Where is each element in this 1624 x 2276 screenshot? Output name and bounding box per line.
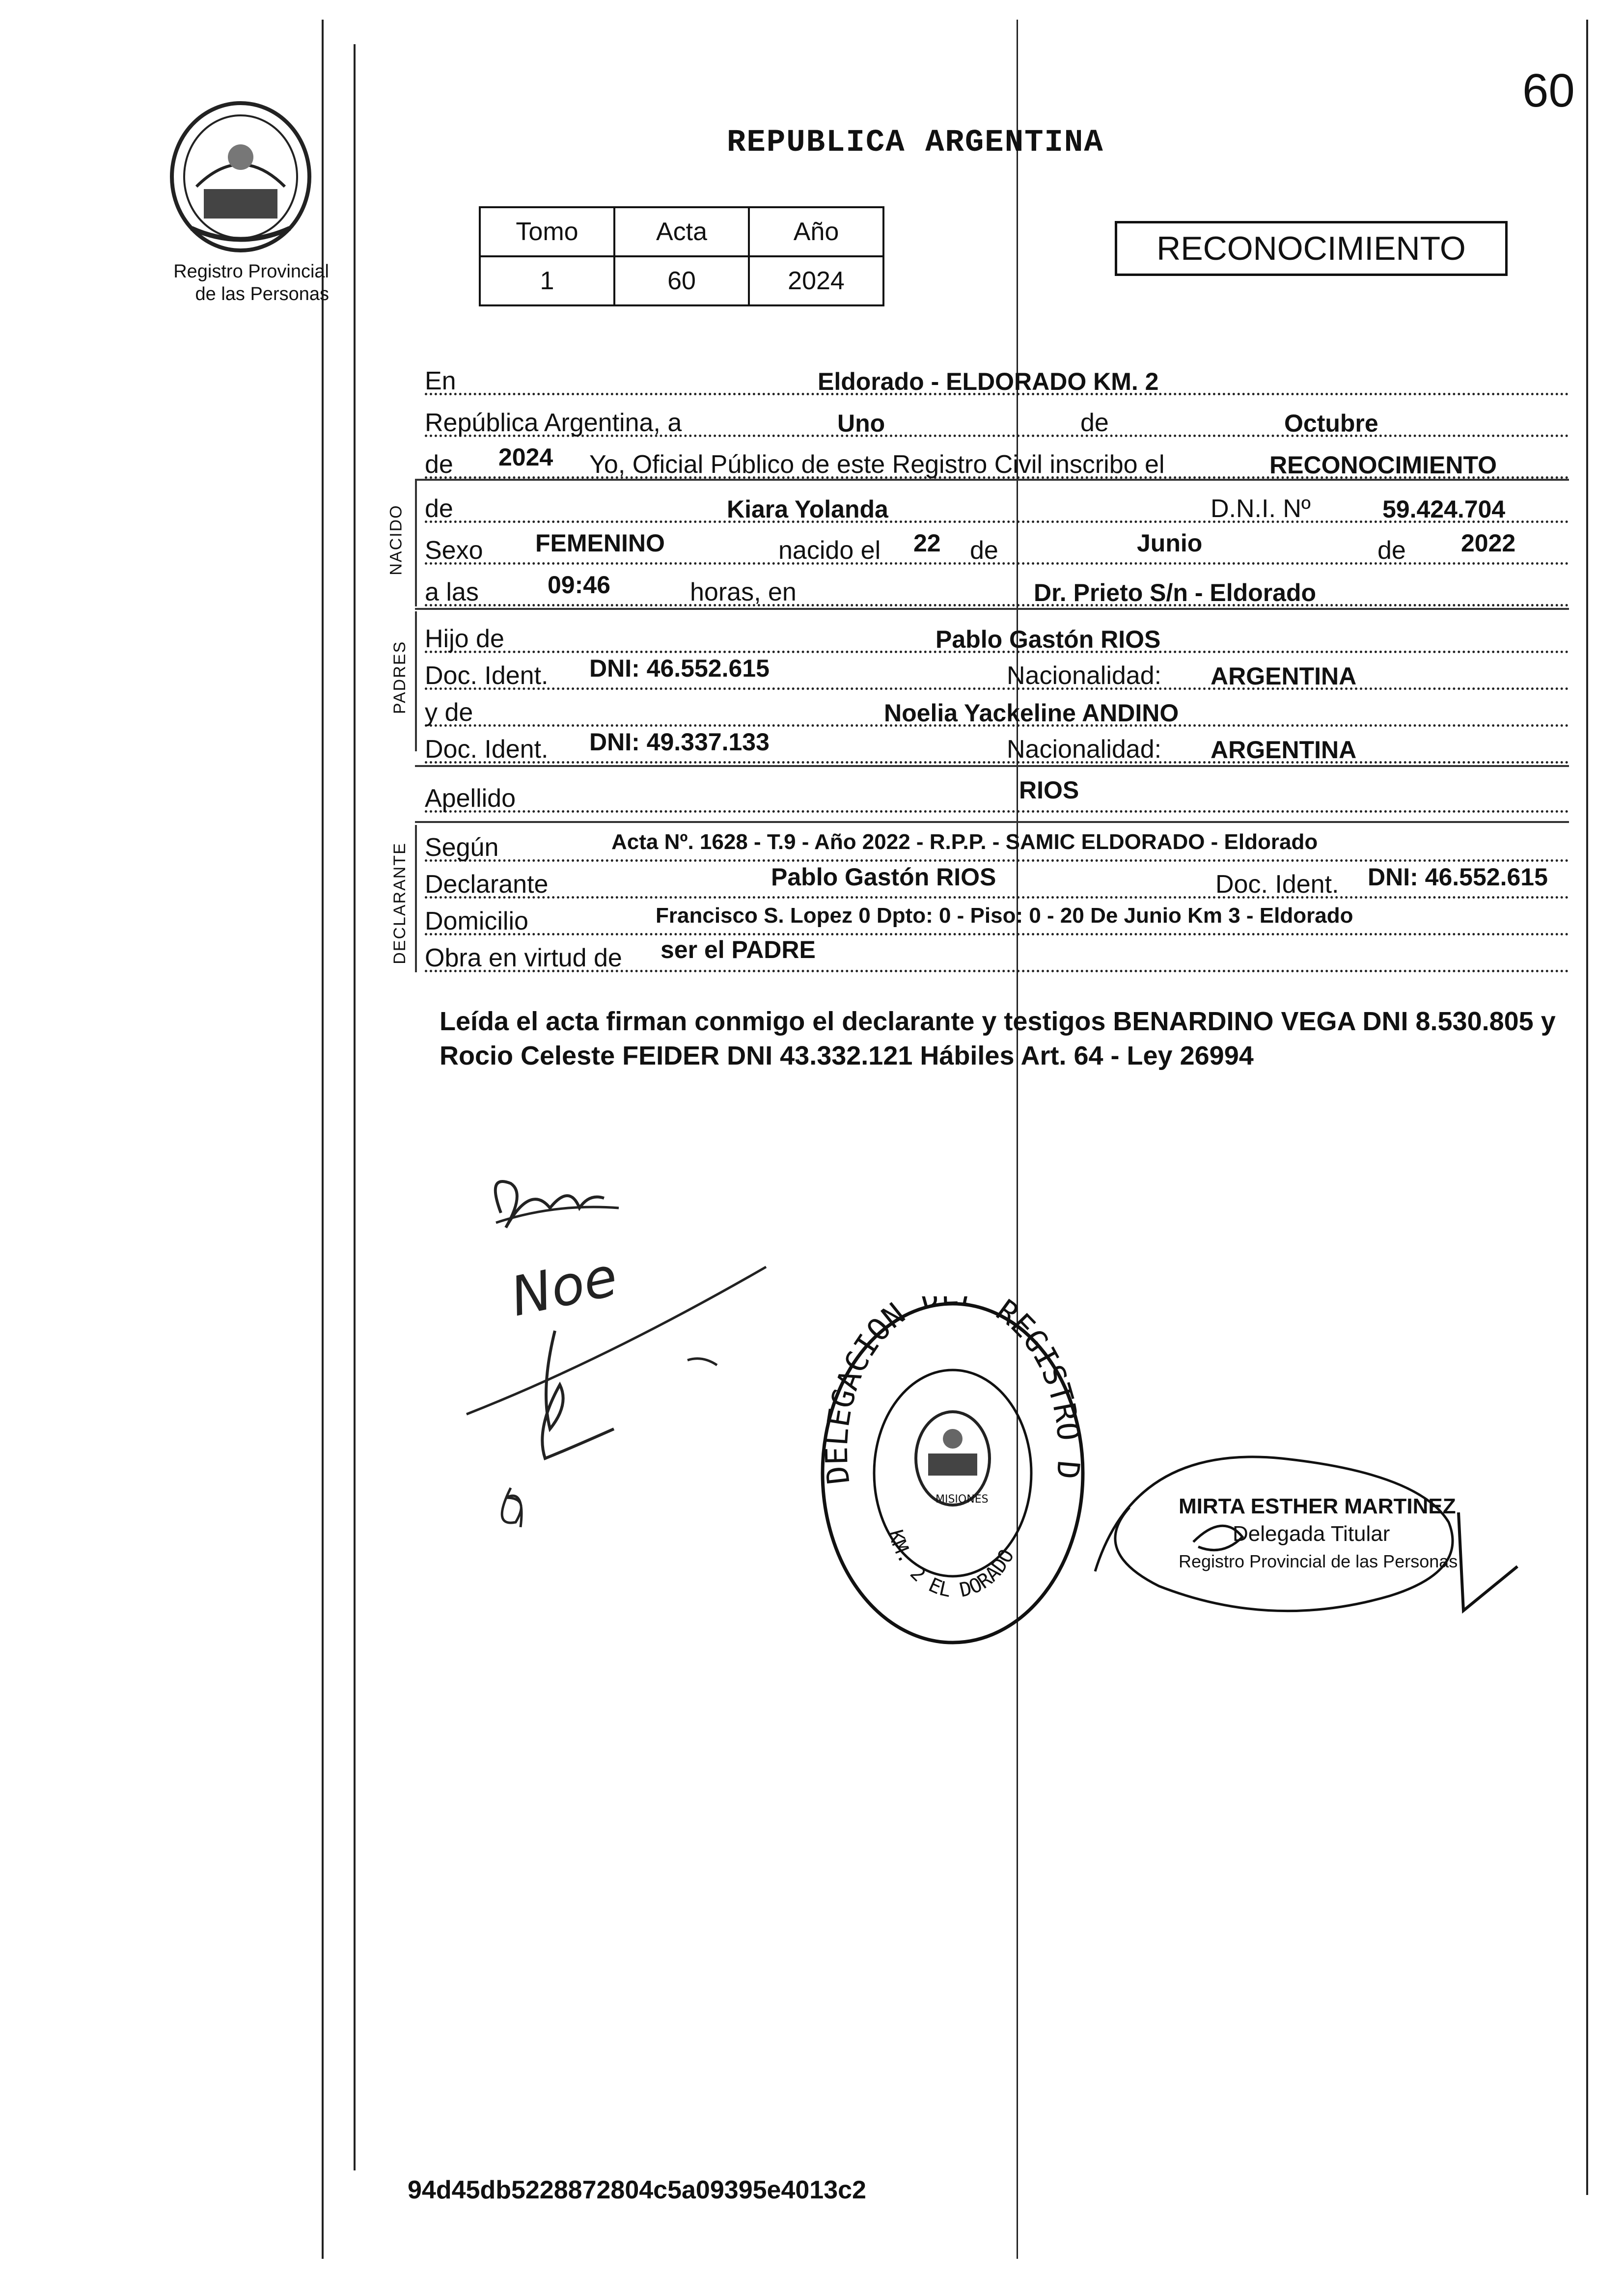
nacido-top-rule bbox=[415, 479, 1569, 481]
nacionalidad-label: Nacionalidad: bbox=[1007, 661, 1162, 690]
declarante-top-rule bbox=[415, 821, 1569, 823]
child-dni: 59.424.704 bbox=[1382, 495, 1506, 523]
place-row bbox=[425, 354, 1569, 395]
act-value: RECONOCIMIENTO bbox=[1269, 451, 1497, 479]
declarante-doc: DNI: 46.552.615 bbox=[1368, 863, 1548, 891]
declarante-name: Pablo Gastón RIOS bbox=[771, 863, 996, 891]
horas-label: horas, en bbox=[690, 578, 797, 606]
official-org: Registro Provincial de las Personas bbox=[1179, 1551, 1458, 1571]
nacido-section-label: NACIDO bbox=[386, 504, 406, 576]
right-margin-line bbox=[1586, 20, 1588, 2195]
handwritten-initials: Noe bbox=[505, 1245, 623, 1329]
birth-year: 2022 bbox=[1461, 529, 1516, 557]
left-margin-line bbox=[322, 20, 324, 2259]
dni-label: D.N.I. Nº bbox=[1211, 494, 1311, 523]
act-sentence: Yo, Oficial Público de este Registro Civil inscribo el bbox=[589, 450, 1165, 479]
apellido-value: RIOS bbox=[1019, 776, 1079, 804]
mother-name: Noelia Yackeline ANDINO bbox=[884, 699, 1179, 727]
birth-time-row bbox=[425, 565, 1569, 606]
official-title: Delegada Titular bbox=[1233, 1522, 1390, 1546]
declarante-row bbox=[425, 862, 1569, 899]
sexo-label: Sexo bbox=[425, 536, 483, 565]
declarante-side-bar bbox=[415, 825, 417, 972]
child-name-row bbox=[425, 481, 1569, 523]
segun-row bbox=[425, 825, 1569, 862]
apellido-top-rule bbox=[415, 765, 1569, 767]
birth-place: Dr. Prieto S/n - Eldorado bbox=[1034, 579, 1317, 606]
sexo-value: FEMENINO bbox=[535, 529, 665, 557]
handwritten-signatures-left bbox=[457, 1154, 800, 1547]
child-name: Kiara Yolanda bbox=[727, 495, 888, 523]
obra-label: Obra en virtud de bbox=[425, 944, 622, 972]
record-table-header: Año bbox=[749, 207, 883, 256]
birth-month: Junio bbox=[1137, 529, 1203, 557]
record-table-cell: 60 bbox=[614, 256, 749, 305]
father-doc: DNI: 46.552.615 bbox=[589, 655, 770, 682]
a-las-label: a las bbox=[425, 578, 479, 606]
document-hash: 94d45db5228872804c5a09395e4013c2 bbox=[408, 2176, 866, 2204]
nacido-el-label: nacido el bbox=[778, 536, 881, 565]
domicilio-value: Francisco S. Lopez 0 Dpto: 0 - Piso: 0 - 20 De Junio Km 3 - Eldorado bbox=[656, 904, 1353, 928]
obra-value: ser el PADRE bbox=[661, 936, 816, 963]
apellido-row bbox=[425, 771, 1569, 813]
left-margin-line-outer bbox=[354, 44, 356, 2170]
mother-nationality: ARGENTINA bbox=[1211, 736, 1357, 764]
father-row bbox=[425, 611, 1569, 653]
registry-caption-line1: Registro Provincial bbox=[173, 261, 329, 282]
de-label: de bbox=[1377, 536, 1406, 565]
act-row bbox=[425, 437, 1569, 479]
registry-seal bbox=[815, 1296, 1090, 1650]
doc-ident-label: Doc. Ident. bbox=[425, 735, 549, 764]
seal-outer-text: DELEGACION D REGISTRO D bbox=[818, 1296, 1087, 1486]
date-row bbox=[425, 395, 1569, 437]
mother-row bbox=[425, 685, 1569, 727]
padres-side-bar bbox=[415, 611, 417, 751]
doc-ident-label: Doc. Ident. bbox=[425, 661, 549, 690]
domicilio-label: Domicilio bbox=[425, 907, 528, 935]
birth-day: 22 bbox=[913, 529, 941, 557]
de-label: de bbox=[1080, 409, 1109, 437]
en-label: En bbox=[425, 367, 456, 395]
record-table-cell: 2024 bbox=[749, 256, 883, 305]
nacido-side-bar bbox=[415, 479, 417, 606]
apellido-label: Apellido bbox=[425, 784, 516, 813]
father-nationality: ARGENTINA bbox=[1211, 662, 1357, 690]
republica-label: República Argentina, a bbox=[425, 409, 682, 437]
record-table-header-row bbox=[480, 207, 883, 256]
record-table bbox=[479, 206, 884, 306]
svg-text:KM. 2 EL DORADO bbox=[884, 1528, 1018, 1602]
mother-doc-row bbox=[425, 722, 1569, 764]
de2-label: de bbox=[425, 450, 453, 479]
record-table-cell: 1 bbox=[480, 256, 614, 305]
domicilio-row bbox=[425, 899, 1569, 935]
de-label: de bbox=[425, 494, 453, 523]
document-title: REPUBLICA ARGENTINA bbox=[727, 125, 1104, 161]
registry-caption bbox=[162, 260, 329, 305]
place-value: Eldorado - ELDORADO KM. 2 bbox=[818, 368, 1159, 395]
official-stamp bbox=[1179, 1493, 1458, 1575]
document-type-box: RECONOCIMIENTO bbox=[1115, 221, 1508, 276]
month-value: Octubre bbox=[1284, 410, 1378, 437]
doc-ident-label: Doc. Ident. bbox=[1215, 870, 1339, 899]
father-name: Pablo Gastón RIOS bbox=[936, 626, 1161, 653]
declarante-label: Declarante bbox=[425, 870, 549, 899]
year-value: 2024 bbox=[498, 443, 553, 471]
province-emblem-icon bbox=[162, 98, 319, 255]
nacionalidad-label: Nacionalidad: bbox=[1007, 735, 1162, 764]
segun-label: Según bbox=[425, 833, 499, 862]
birth-time: 09:46 bbox=[548, 571, 610, 599]
seal-inner-text: KM. 2 EL DORADO bbox=[884, 1527, 1019, 1602]
mother-doc: DNI: 49.337.133 bbox=[589, 728, 770, 756]
seal-emblem-text: MISIONES bbox=[936, 1493, 989, 1506]
official-name: MIRTA ESTHER MARTINEZ bbox=[1179, 1494, 1456, 1518]
y-de-label: y de bbox=[425, 698, 473, 727]
father-doc-row bbox=[425, 648, 1569, 690]
day-word: Uno bbox=[837, 410, 885, 437]
de-label: de bbox=[970, 536, 998, 565]
declarante-section-label: DECLARANTE bbox=[390, 842, 409, 964]
padres-section-label: PADRES bbox=[390, 640, 410, 714]
record-table-header: Tomo bbox=[480, 207, 614, 256]
obra-row bbox=[425, 935, 1569, 972]
registry-caption-line2: de las Personas bbox=[195, 284, 329, 304]
padres-top-rule bbox=[415, 608, 1569, 610]
record-table-value-row bbox=[480, 256, 883, 305]
hijo-de-label: Hijo de bbox=[425, 625, 504, 653]
birth-date-row bbox=[425, 523, 1569, 565]
page-number: 60 bbox=[1522, 64, 1575, 117]
segun-value: Acta Nº. 1628 - T.9 - Año 2022 - R.P.P. - SAMIC ELDORADO - Eldorado bbox=[611, 830, 1318, 854]
record-table-header: Acta bbox=[614, 207, 749, 256]
closing-statement: Leída el acta firman conmigo el declarante y testigos BENARDINO VEGA DNI 8.530.805 y Rocio Celeste FEIDER DNI 43.332.121 Hábiles Art. 64 - Ley 26994 bbox=[440, 1007, 1556, 1070]
